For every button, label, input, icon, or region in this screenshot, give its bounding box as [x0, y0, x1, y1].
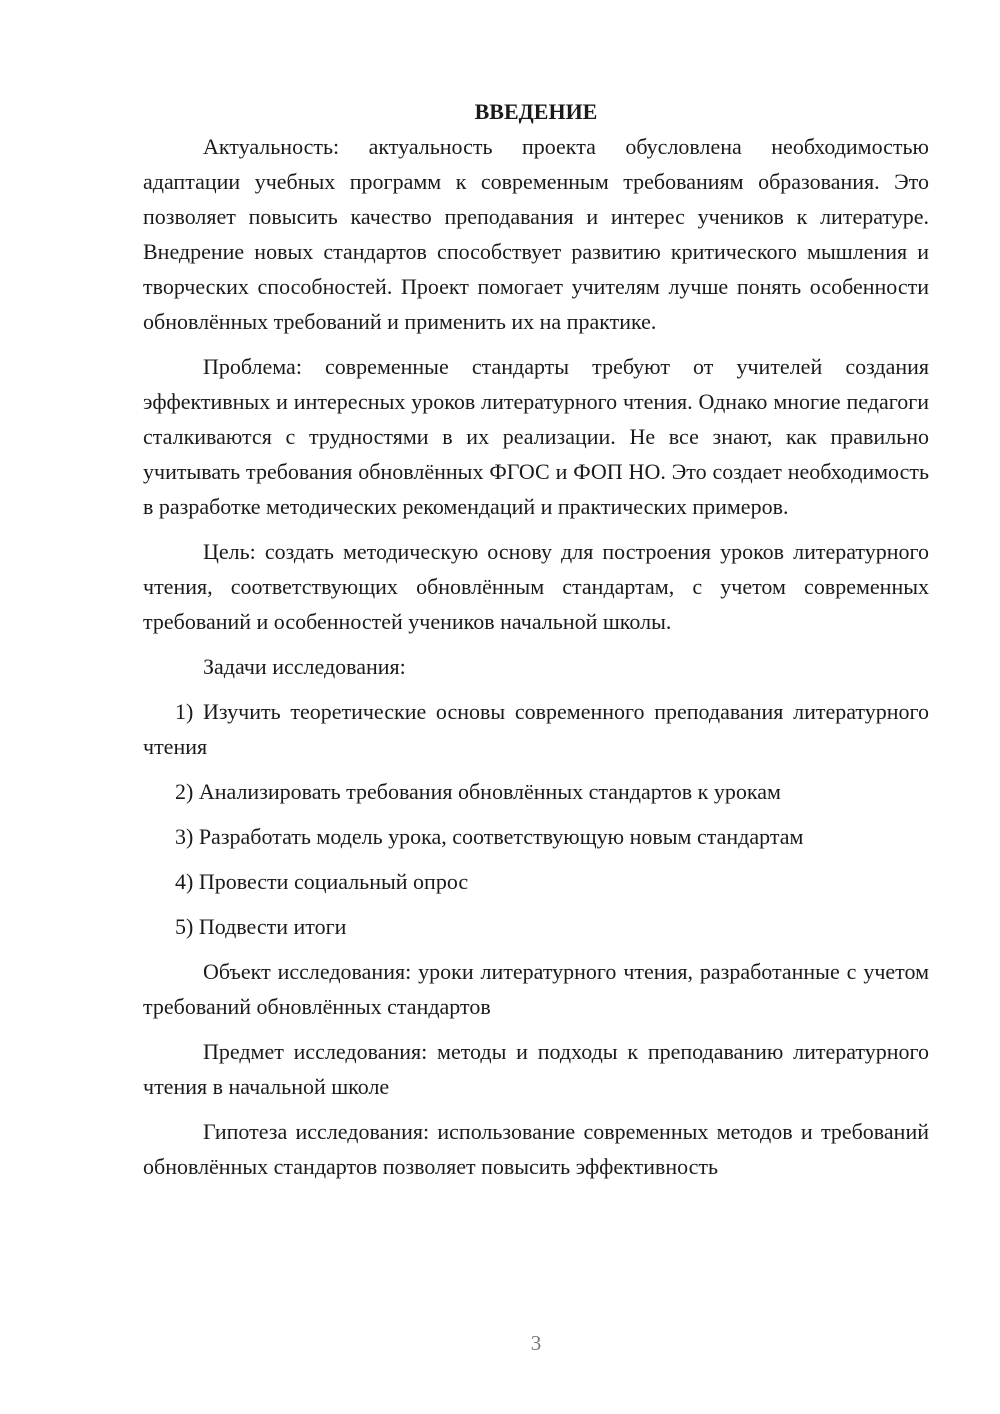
paragraph-goal: Цель: создать методическую основу для построения уроков литературного чтения, соответствующих обновлённым стандартам, с учетом современных требований и особенностей учеников начальной школы. [143, 539, 929, 634]
task-item-5: 5) Подвести итоги [175, 914, 347, 939]
paragraph-subject: Предмет исследования: методы и подходы к преподаванию литературного чтения в начальной школе [143, 1039, 929, 1099]
paragraph-problem: Проблема: современные стандарты требуют от учителей создания эффективных и интересных уроков литературного чтения. Однако многие педагоги сталкиваются с трудностями в их реализации. Не все знают, как правильно учитывать требования обновлённых ФГОС и ФОП НО. Это создает необходимость в разработке методических рекомендаций и практических примеров. [143, 354, 929, 519]
paragraph-hypothesis: Гипотеза исследования: использование современных методов и требований обновлённых стандартов позволяет повысить эффективность [143, 1119, 929, 1179]
tasks-heading: Задачи исследования: [203, 654, 406, 679]
task-item-4: 4) Провести социальный опрос [175, 869, 469, 894]
page-title: ВВЕДЕНИЕ [474, 99, 598, 124]
task-item-1: 1) Изучить теоретические основы современного преподавания литературного чтения [143, 699, 929, 759]
document-page [143, 94, 929, 1194]
task-item-2: 2) Анализировать требования обновлённых стандартов к урокам [175, 779, 781, 804]
paragraph-relevance: Актуальность: актуальность проекта обусловлена необходимостью адаптации учебных программ к современным требованиям образования. Это позволяет повысить качество преподавания и интерес учеников к литературе. Внедрение новых стандартов способствует развитию критического мышления и творческих способностей. Проект помогает учителям лучше понять особенности обновлённых требований и применить их на практике. [143, 134, 929, 334]
paragraph-object: Объект исследования: уроки литературного чтения, разработанные с учетом требований обновлённых стандартов [143, 959, 929, 1019]
task-item-3: 3) Разработать модель урока, соответствующую новым стандартам [175, 824, 804, 849]
page-number: 3 [530, 1331, 542, 1355]
